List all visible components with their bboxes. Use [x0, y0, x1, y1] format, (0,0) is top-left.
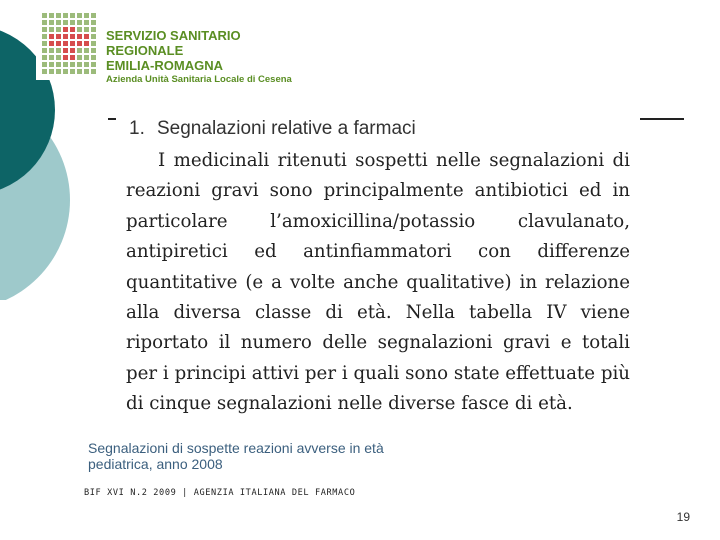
heading-text: Segnalazioni relative a farmaci	[157, 118, 416, 139]
logo-grid-icon	[40, 12, 96, 78]
logo-line-2: EMILIA-ROMAGNA	[106, 58, 223, 73]
section-heading	[129, 117, 416, 141]
heading-number: 1.	[129, 118, 145, 139]
logo	[36, 6, 304, 85]
page-number: 19	[676, 510, 690, 524]
logo-line-1: SERVIZIO SANITARIO REGIONALE	[106, 28, 241, 58]
logo-line-3: Azienda Unità Sanitaria Locale di Cesena	[106, 74, 292, 85]
body-text: I medicinali ritenuti sospetti nelle segnalazioni di reazioni gravi sono principalmente antibiotici ed in particolare l’amoxicillina/potassio clavulanato, antipiretici ed antinfiammatori con differenze quantitative (e a volte anche qualitative) in relazione alla diversa classe di età. Nella tabella IV viene riportato il numero delle segnalazioni gravi e totali per i principi attivi per i quali sono state effettuate più di cinque segnalazioni nelle diverse fasce di età.	[126, 150, 630, 415]
caption: Segnalazioni di sospette reazioni avverse in età pediatrica, anno 2008	[88, 440, 384, 472]
body-paragraph	[126, 146, 630, 420]
source-footer: BIF XVI N.2 2009 | AGENZIA ITALIANA DEL FARMACO	[84, 488, 356, 498]
divider-mark	[108, 118, 116, 120]
logo-text	[106, 28, 304, 86]
divider-line	[640, 118, 684, 120]
